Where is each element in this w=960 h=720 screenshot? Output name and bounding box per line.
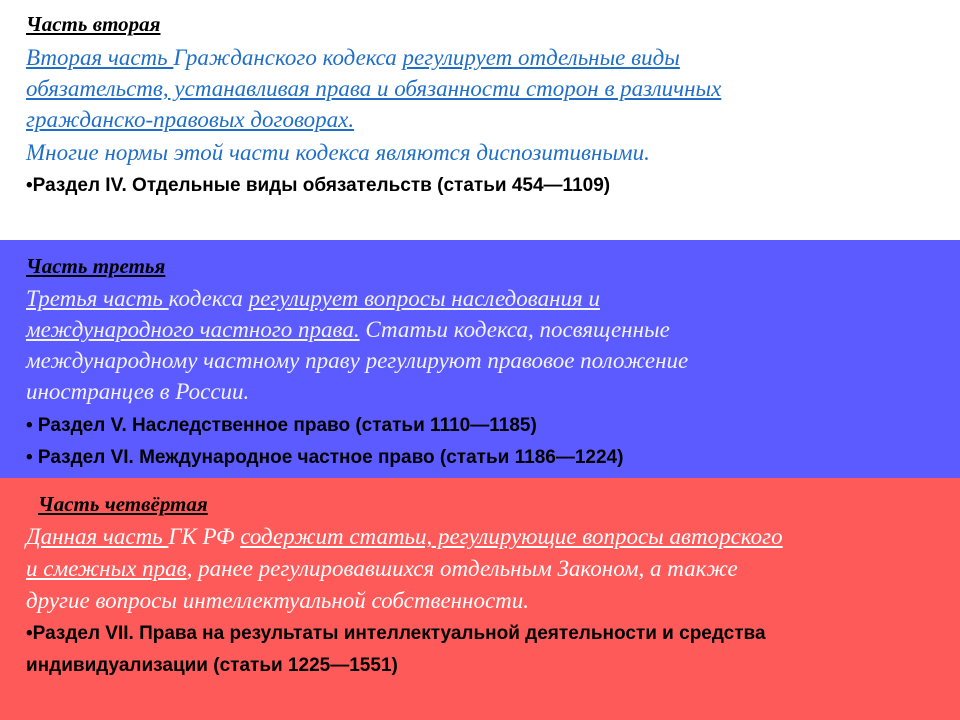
part-two-paragraph-line1: Вторая часть Гражданского кодекса регулирует отдельные виды [26, 45, 680, 70]
part-four-bullet-section-vii-line1: •Раздел VII. Права на результаты интеллектуальной деятельности и средства [26, 623, 766, 644]
part-three-bullet-section-v: • Раздел V. Наследственное право (статьи 1110—1185) [26, 415, 537, 436]
part-three-line1: Третья часть кодекса регулирует вопросы наследования и [26, 286, 600, 311]
part-four-bullet-section-vii-line2: индивидуализации (статьи 1225—1551) [26, 655, 398, 676]
part-three-line2: международного частного права. Статьи кодекса, посвященные [26, 317, 670, 342]
part-four-link-contains[interactable]: содержит статьи, регулирующие вопросы авторского [240, 524, 783, 549]
part-two-link-regulates[interactable]: регулирует отдельные виды [402, 45, 680, 70]
part-two-paragraph-line3: гражданско-правовых договорах. [26, 107, 355, 132]
part-two-heading: Часть вторая [26, 12, 161, 36]
part-four-link[interactable]: Данная часть [26, 524, 169, 549]
part-two-paragraph-line2: обязательств, устанавливая права и обязанности сторон в различных [26, 76, 722, 101]
part-three-link[interactable]: Третья часть [26, 286, 169, 311]
section-part-four [0, 478, 960, 720]
section-part-three [0, 240, 960, 478]
section-part-two [0, 0, 960, 240]
part-four-line2: и смежных прав, ранее регулировавшихся отдельным Законом, а также [26, 556, 738, 581]
part-two-dispositive-note: Многие нормы этой части кодекса являются диспозитивными. [26, 140, 650, 165]
part-four-heading: Часть четвёртая [38, 492, 208, 516]
part-three-line4: иностранцев в России. [26, 379, 250, 404]
part-two-bullet-section-iv: •Раздел IV. Отдельные виды обязательств (статьи 454—1109) [26, 175, 611, 196]
part-three-line3: международному частному праву регулируют правовое положение [26, 348, 689, 373]
part-four-line3: другие вопросы интеллектуальной собственности. [26, 588, 530, 613]
part-two-link[interactable]: Вторая часть [26, 45, 174, 70]
part-three-link-regulates[interactable]: регулирует вопросы наследования и [248, 286, 600, 311]
part-three-bullet-section-vi: • Раздел VI. Международное частное право (статьи 1186—1224) [26, 447, 624, 468]
part-three-heading: Часть третья [26, 254, 166, 278]
part-four-line1: Данная часть ГК РФ содержит статьи, регулирующие вопросы авторского [26, 524, 783, 549]
